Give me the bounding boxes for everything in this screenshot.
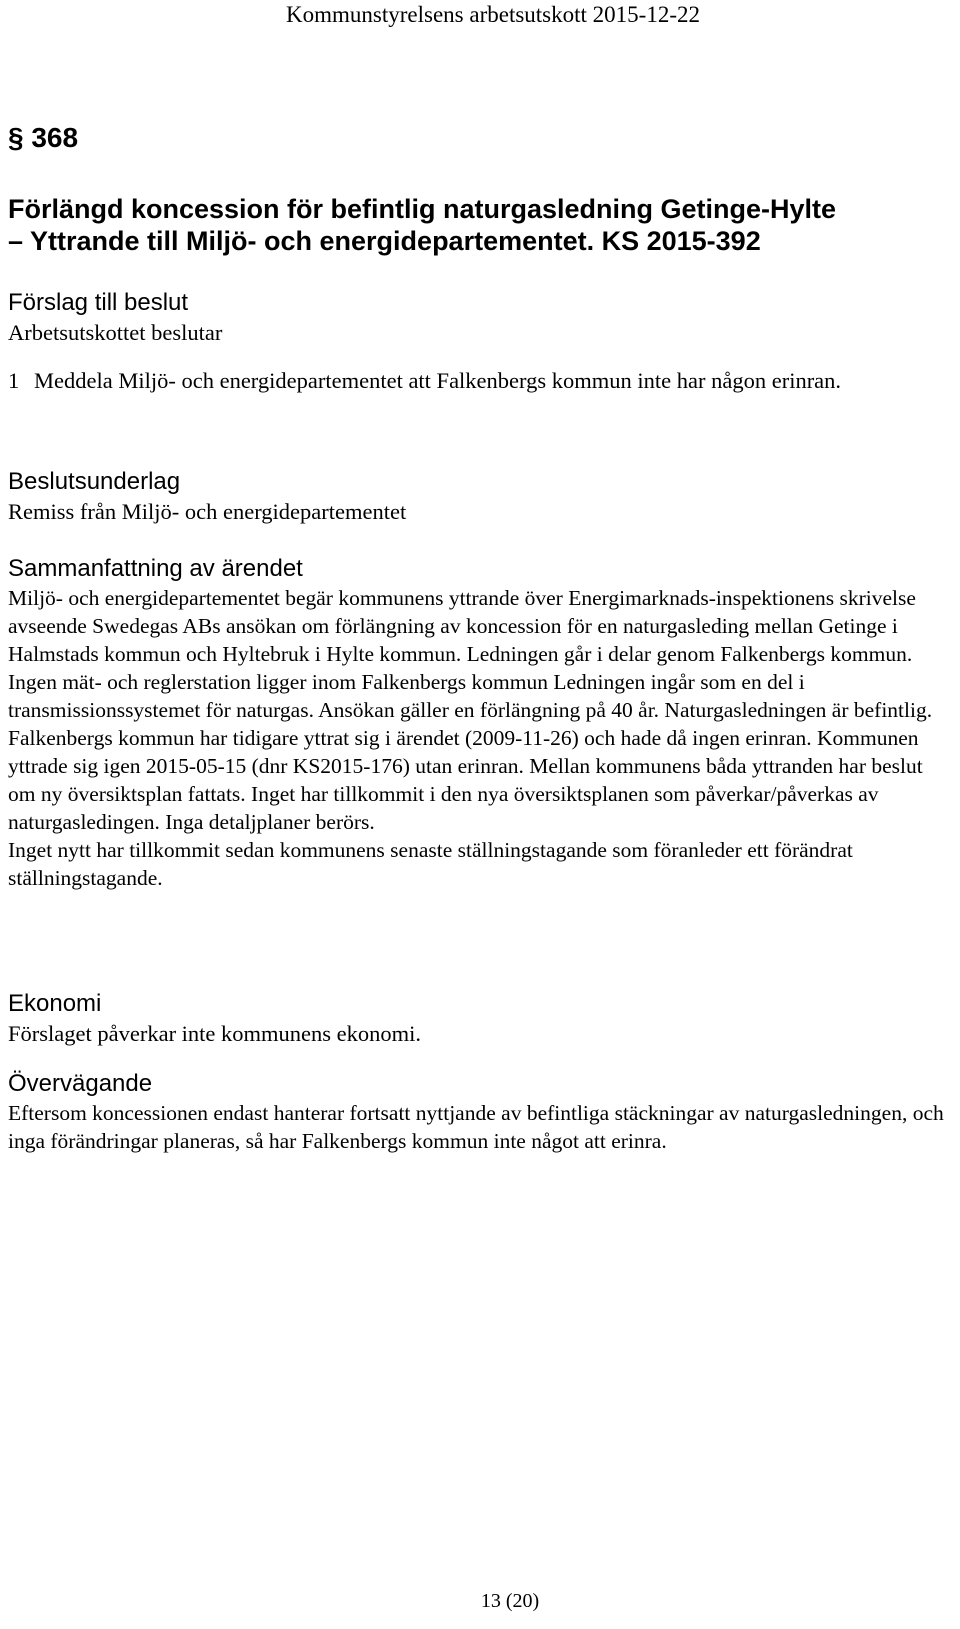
decision-item-number: 1 <box>8 368 20 393</box>
page-number: 13 (20) <box>480 1590 540 1612</box>
basis-text: Remiss från Miljö- och energidepartementet <box>8 499 407 524</box>
summary-paragraph: Miljö- och energidepartementet begär kommunens yttrande över Energimarknads-inspektionens skrivelse avseende Swedegas ABs ansökan om förlängning av koncession för en naturgasleding mellan Getinge i Halmstads kommun och Hyltebruk i Hylte kommun. Ledningen går i delar genom Falkenbergs kommun. Ingen mät- och reglerstation ligger inom Falkenbergs kommun Ledningen ingår som en del i transmissionssystemet för naturgas. Ansökan gäller en förlängning på 40 år. Naturgasledningen är befintlig. Falkenbergs kommun har tidigare yttrat sig i ärendet (2009-11-26) och hade då ingen erinran. Kommunen yttrade sig igen 2015-05-15 (dnr KS2015-176) utan erinran. Mellan kommunens båda yttranden har beslut om ny översiktsplan fattats. Inget har tillkommit i den nya översiktsplanen som påverkar/påverkas av naturgasledingen. Inga detaljplaner berörs. <box>8 586 933 834</box>
economy-heading: Ekonomi <box>8 990 102 1017</box>
consideration-heading: Övervägande <box>8 1070 153 1097</box>
consideration-text: Eftersom koncessionen endast hanterar fortsatt nyttjande av befintliga stäckningar av naturgasledningen, och inga förändringar planeras, så har Falkenbergs kommun inte något att erinra. <box>8 1101 944 1153</box>
section-number-value: 368 <box>31 122 79 153</box>
basis-heading: Beslutsunderlag <box>8 468 181 495</box>
case-title-line-2: – Yttrande till Miljö- och energidepartementet. KS 2015-392 <box>8 226 761 256</box>
decision-item-text: Meddela Miljö- och energidepartementet att Falkenbergs kommun inte har någon erinran. <box>34 368 842 393</box>
decision-item <box>8 367 888 395</box>
summary-section <box>8 555 953 892</box>
section-symbol: § <box>8 122 24 153</box>
summary-heading: Sammanfattning av ärendet <box>8 555 303 582</box>
section-number <box>8 122 78 154</box>
summary-paragraph: Inget nytt har tillkommit sedan kommunens senaste ställningstagande som föranleder ett förändrat ställningstagande. <box>8 838 853 890</box>
proposal-heading: Förslag till beslut <box>8 289 189 316</box>
proposal-section <box>8 289 953 395</box>
case-title-line-1: Förlängd koncession för befintlig naturgasledning Getinge-Hylte <box>8 194 837 224</box>
case-title <box>8 193 953 257</box>
running-header: Kommunstyrelsens arbetsutskott 2015-12-22 <box>286 2 700 27</box>
economy-section <box>8 990 953 1048</box>
consideration-section <box>8 1070 953 1155</box>
economy-text: Förslaget påverkar inte kommunens ekonomi. <box>8 1021 422 1046</box>
proposal-intro: Arbetsutskottet beslutar <box>8 320 223 345</box>
basis-section <box>8 468 953 526</box>
